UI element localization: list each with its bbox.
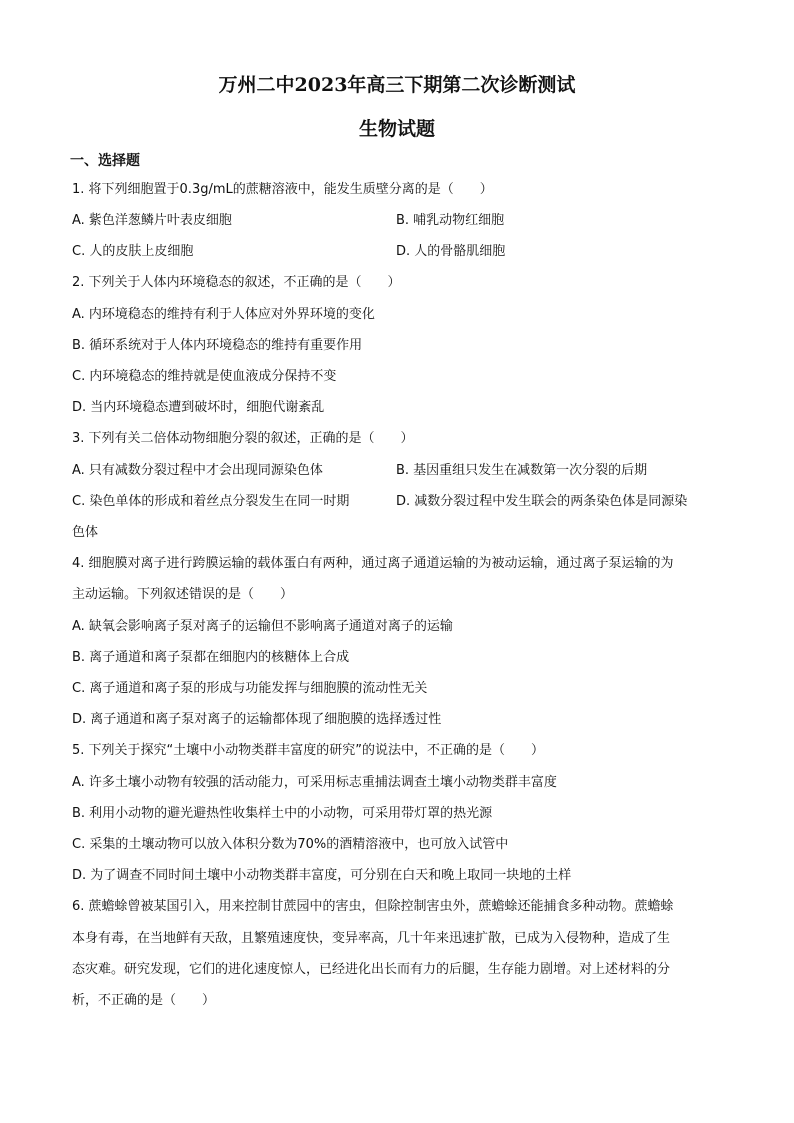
- question-3-option-a: A. 只有减数分裂过程中才会出现同源染色体: [72, 463, 323, 478]
- question-2-option-a: A. 内环境稳态的维持有利于人体应对外界环境的变化: [72, 307, 375, 322]
- question-5-stem: 5. 下列关于探究“土壤中小动物类群丰富度的研究”的说法中，不正确的是（ ）: [72, 743, 545, 758]
- question-5-option-d: D. 为了调查不同时间土壤中小动物类群丰富度，可分别在白天和晚上取同一块地的土样: [72, 868, 572, 883]
- question-3-option-c: C. 染色单体的形成和着丝点分裂发生在同一时期: [72, 494, 350, 509]
- question-1-stem: 1. 将下列细胞置于0.3g/mL的蔗糖溶液中，能发生质壁分离的是（ ）: [72, 182, 493, 197]
- question-1-option-d: D. 人的骨骼肌细胞: [396, 244, 506, 259]
- question-1-option-a: A. 紫色洋葱鳞片叶表皮细胞: [72, 213, 232, 228]
- question-4-option-d: D. 离子通道和离子泵对离子的运输都体现了细胞膜的选择透过性: [72, 712, 442, 727]
- question-4-option-c: C. 离子通道和离子泵的形成与功能发挥与细胞膜的流动性无关: [72, 681, 428, 696]
- question-1-option-b: B. 哺乳动物红细胞: [396, 213, 505, 228]
- question-3-option-d-continued: 色体: [72, 525, 99, 540]
- question-6-stem-line-1: 6. 蔗蟾蜍曾被某国引入，用来控制甘蔗园中的害虫，但除控制害虫外，蔗蟾蜍还能捕食多种动物。蔗蟾蜍: [72, 899, 674, 914]
- question-4-stem: 4. 细胞膜对离子进行跨膜运输的载体蛋白有两种，通过离子通道运输的为被动运输，通过离子泵运输的为: [72, 556, 674, 571]
- question-2-option-b: B. 循环系统对于人体内环境稳态的维持有重要作用: [72, 338, 363, 353]
- question-6-stem-line-4: 析，不正确的是（ ）: [72, 993, 216, 1008]
- question-4-stem-continued: 主动运输。下列叙述错误的是（ ）: [72, 587, 294, 602]
- question-5-option-c: C. 采集的土壤动物可以放入体积分数为70%的酒精溶液中，也可放入试管中: [72, 837, 509, 852]
- question-6-stem-line-3: 态灾难。研究发现，它们的进化速度惊人，已经进化出长而有力的后腿，生存能力剧增。对上述材料的分: [72, 962, 671, 977]
- subject-title: 生物试题: [358, 118, 435, 140]
- question-5-option-b: B. 利用小动物的避光避热性收集样土中的小动物，可采用带灯罩的热光源: [72, 806, 493, 821]
- question-2-option-d: D. 当内环境稳态遭到破坏时，细胞代谢紊乱: [72, 400, 325, 415]
- question-1-option-c: C. 人的皮肤上皮细胞: [72, 244, 194, 259]
- question-4-option-b: B. 离子通道和离子泵都在细胞内的核糖体上合成: [72, 650, 350, 665]
- question-3-option-b: B. 基因重组只发生在减数第一次分裂的后期: [396, 463, 648, 478]
- exam-title: 万州二中2023年高三下期第二次诊断测试: [218, 74, 576, 96]
- question-5-option-a: A. 许多土壤小动物有较强的活动能力，可采用标志重捕法调查土壤小动物类群丰富度: [72, 775, 557, 790]
- question-2-option-c: C. 内环境稳态的维持就是使血液成分保持不变: [72, 369, 337, 384]
- question-6-stem-line-2: 本身有毒，在当地鲜有天敌，且繁殖速度快，变异率高，几十年来迅速扩散，已成为入侵物种，造成了生: [72, 931, 671, 946]
- question-4-option-a: A. 缺氧会影响离子泵对离子的运输但不影响离子通道对离子的运输: [72, 619, 453, 634]
- question-3-stem: 3. 下列有关二倍体动物细胞分裂的叙述，正确的是（ ）: [72, 431, 414, 446]
- question-3-option-d: D. 减数分裂过程中发生联会的两条染色体是同源染: [396, 494, 688, 509]
- section-heading: 一、选择题: [70, 153, 140, 169]
- question-2-stem: 2. 下列关于人体内环境稳态的叙述，不正确的是（ ）: [72, 275, 401, 290]
